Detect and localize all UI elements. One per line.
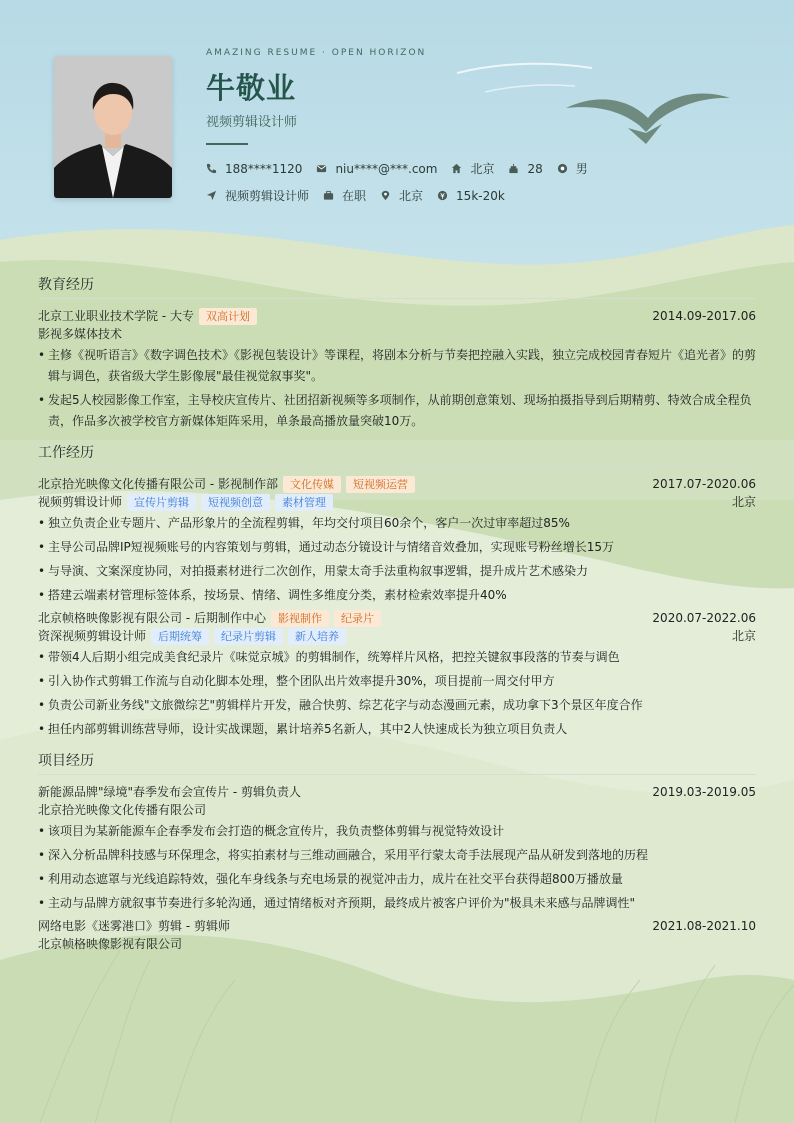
list-item: • 担任内部剪辑训练营导师，设计实战课题，累计培养5名新人，其中2人快速成长为独立项目负责人 <box>38 719 756 740</box>
list-item: • 该项目为某新能源车企春季发布会打造的概念宣传片，我负责整体剪辑与视觉特效设计 <box>38 821 756 842</box>
salary-item <box>437 189 505 203</box>
education-section <box>38 274 756 435</box>
project-org: 北京拾光映像文化传播有限公司 <box>38 803 207 817</box>
briefcase-icon <box>323 190 334 201</box>
company-tag: 纪录片 <box>334 610 381 627</box>
list-item: • 带领4人后期小组完成美食纪录片《味觉京城》的剪辑制作，统筹样片风格，把控关键叙事段落的节奏与调色 <box>38 647 756 668</box>
section-title-projects: 项目经历 <box>38 750 756 775</box>
project-org: 北京帧格映像影视有限公司 <box>38 937 183 951</box>
education-date: 2014.09-2017.06 <box>652 309 756 323</box>
role-tag: 素材管理 <box>275 494 333 511</box>
role-tag: 短视频创意 <box>201 494 270 511</box>
salary-text: 15k-20k <box>456 188 505 203</box>
hometown-text: 北京 <box>470 162 495 176</box>
project-name: 新能源品牌"绿境"春季发布会宣传片 - 剪辑负责人 <box>38 785 301 799</box>
education-header-row <box>38 307 756 325</box>
cake-icon <box>508 163 519 174</box>
gender-icon <box>557 163 568 174</box>
candidate-name: 牛敬业 <box>206 71 297 105</box>
job-city: 北京 <box>731 495 756 509</box>
list-item: • 主动与品牌方就叙事节奏进行多轮沟通，通过情绪板对齐预期，最终成片被客户评价为"极具未来感与品牌调性" <box>38 893 756 914</box>
company-tag: 文化传媒 <box>283 476 341 493</box>
email-text: niu****@***.com <box>335 161 438 176</box>
tagline: AMAZING RESUME · OPEN HORIZON <box>206 48 427 58</box>
list-item: • 负责公司新业务线"文旅微综艺"剪辑样片开发，融合快剪、综艺花字与动态漫画元素，成功拿下3个景区年度合作 <box>38 695 756 716</box>
hometown-item <box>451 160 494 177</box>
list-item: • 引入协作式剪辑工作流与自动化脚本处理，整个团队出片效率提升30%，项目提前一周交付甲方 <box>38 671 756 692</box>
job-city: 北京 <box>731 629 756 643</box>
section-title-work: 工作经历 <box>38 442 756 467</box>
avatar <box>54 56 172 198</box>
intent-city-text: 北京 <box>399 189 424 203</box>
job-bullets <box>38 647 756 740</box>
phone-icon <box>206 163 217 174</box>
age-text: 28 <box>527 161 543 176</box>
phone-text: 188****1120 <box>225 161 303 176</box>
send-icon <box>206 190 217 201</box>
project-name: 网络电影《迷雾港口》剪辑 - 剪辑师 <box>38 919 230 933</box>
job-bullets <box>38 513 756 606</box>
project-header-row <box>38 783 756 801</box>
school-name: 北京工业职业技术学院 - 大专 <box>38 309 194 323</box>
mail-icon <box>316 163 327 174</box>
major: 影视多媒体技术 <box>38 327 123 341</box>
section-title-education: 教育经历 <box>38 274 756 299</box>
project-date: 2021.08-2021.10 <box>652 919 756 933</box>
project-header-row <box>38 917 756 935</box>
list-item: • 与导演、文案深度协同，对拍摄素材进行二次创作，用蒙太奇手法重构叙事逻辑，提升成片艺术感染力 <box>38 561 756 582</box>
list-item: • 深入分析品牌科技感与环保理念，将实拍素材与三维动画融合，采用平行蒙太奇手法展现产品从研发到落地的历程 <box>38 845 756 866</box>
list-item: • 独立负责企业专题片、产品形象片的全流程剪辑，年均交付项目60余个，客户一次过审率超过85% <box>38 513 756 534</box>
job-title: 视频剪辑设计师 <box>206 115 298 130</box>
school-tag: 双高计划 <box>199 308 257 325</box>
company-tag: 影视制作 <box>271 610 329 627</box>
home-icon <box>451 163 462 174</box>
role-tag: 宣传片剪辑 <box>127 494 196 511</box>
project-date: 2019.03-2019.05 <box>652 785 756 799</box>
job-role-row <box>38 493 756 511</box>
job-header-row <box>38 475 756 493</box>
gender-text: 男 <box>575 162 588 176</box>
role-tag: 新人培养 <box>288 628 346 645</box>
work-section <box>38 442 756 743</box>
list-item: • 主修《视听语言》《数字调色技术》《影视包装设计》等课程，将剧本分析与节奏把控融入实践，独立完成校园青春短片《追光者》的剪辑与调色，获省级大学生影像展"最佳视觉叙事奖"。 <box>38 345 756 387</box>
role-tag: 纪录片剪辑 <box>214 628 283 645</box>
education-bullets <box>38 345 756 432</box>
intent-position-text: 视频剪辑设计师 <box>225 189 310 203</box>
location-icon <box>380 190 391 201</box>
age-item <box>508 162 542 176</box>
money-icon <box>437 190 448 201</box>
company-name: 北京拾光映像文化传播有限公司 - 影视制作部 <box>38 477 278 491</box>
job-status-item <box>323 187 366 204</box>
company-name: 北京帧格映像影视有限公司 - 后期制作中心 <box>38 611 266 625</box>
project-bullets <box>38 821 756 914</box>
job-role: 视频剪辑设计师 <box>38 495 123 509</box>
contact-info-row <box>206 160 602 177</box>
title-divider <box>206 143 248 145</box>
phone-item <box>206 162 302 176</box>
company-tag: 短视频运营 <box>346 476 415 493</box>
job-date: 2020.07-2022.06 <box>652 611 756 625</box>
job-header-row <box>38 609 756 627</box>
list-item: • 利用动态遮罩与光线追踪特效，强化车身线条与充电场景的视觉冲击力，成片在社交平台获得超800万播放量 <box>38 869 756 890</box>
job-date: 2017.07-2020.06 <box>652 477 756 491</box>
intent-city-item <box>380 187 423 204</box>
job-role-row <box>38 627 756 645</box>
gender-item <box>557 160 588 177</box>
list-item: • 主导公司品牌IP短视频账号的内容策划与剪辑，通过动态分镜设计与情绪音效叠加，实现账号粉丝增长15万 <box>38 537 756 558</box>
email-item <box>316 162 437 176</box>
project-section <box>38 750 756 953</box>
intent-position-item <box>206 187 309 204</box>
role-tag: 后期统筹 <box>151 628 209 645</box>
job-intent-row <box>206 187 519 204</box>
job-role: 资深视频剪辑设计师 <box>38 629 147 643</box>
job-status-text: 在职 <box>342 189 367 203</box>
list-item: • 搭建云端素材管理标签体系，按场景、情绪、调性多维度分类，素材检索效率提升40% <box>38 585 756 606</box>
list-item: • 发起5人校园影像工作室，主导校庆宣传片、社团招新视频等多项制作，从前期创意策划、现场拍摄指导到后期精剪、特效合成全程负责，作品多次被学校官方新媒体矩阵采用，单条最高播放量突破10万。 <box>38 390 756 432</box>
